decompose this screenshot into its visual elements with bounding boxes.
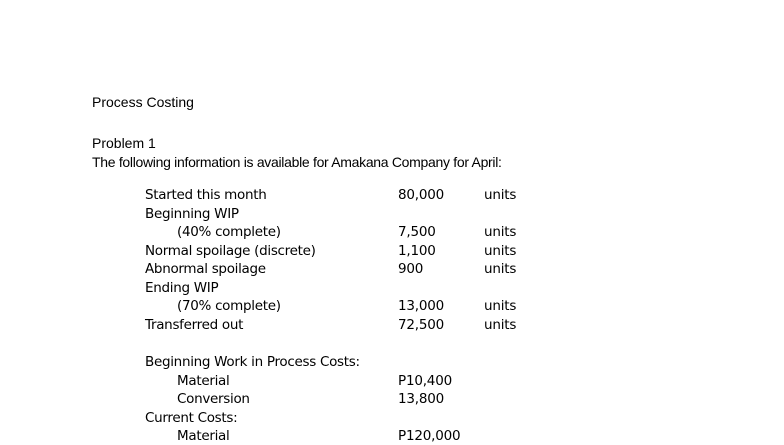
- row-label: Beginning Work in Process Costs:: [145, 354, 360, 370]
- table-row: [0, 205, 784, 223]
- row-unit: units: [484, 261, 517, 277]
- table-row: [0, 297, 784, 315]
- row-label: (70% complete): [177, 298, 281, 314]
- row-value: P120,000: [398, 428, 461, 444]
- row-unit: units: [484, 243, 517, 259]
- table-row: [0, 260, 784, 278]
- table-row: [0, 372, 784, 390]
- row-unit: units: [484, 317, 517, 333]
- row-label: Abnormal spoilage: [145, 261, 266, 277]
- table-row: [0, 353, 784, 371]
- row-label: Material: [177, 373, 230, 389]
- table-row: [0, 390, 784, 408]
- row-value: 900: [398, 261, 424, 277]
- intro-text: The following information is available for Amakana Company for April:: [92, 154, 502, 170]
- row-label: Material: [177, 428, 230, 444]
- row-label: Current Costs:: [145, 410, 238, 426]
- row-unit: units: [484, 224, 517, 240]
- table-row: [0, 279, 784, 297]
- row-label: Conversion: [177, 391, 250, 407]
- row-label: (40% complete): [177, 224, 281, 240]
- table-row: [0, 223, 784, 241]
- row-unit: units: [484, 187, 517, 203]
- table-row: [0, 427, 784, 445]
- table-row: [0, 409, 784, 427]
- table-row: [0, 242, 784, 260]
- row-label: Normal spoilage (discrete): [145, 243, 316, 259]
- document-title: Process Costing: [92, 94, 194, 110]
- row-value: P10,400: [398, 373, 452, 389]
- row-value: 13,800: [398, 391, 445, 407]
- row-value: 72,500: [398, 317, 445, 333]
- row-label: Started this month: [145, 187, 267, 203]
- problem-label: Problem 1: [92, 135, 156, 151]
- row-label: Transferred out: [145, 317, 244, 333]
- table-row: [0, 316, 784, 334]
- row-value: 80,000: [398, 187, 445, 203]
- row-unit: units: [484, 298, 517, 314]
- row-value: 13,000: [398, 298, 445, 314]
- table-row: [0, 186, 784, 204]
- row-value: 1,100: [398, 243, 436, 259]
- row-label: Ending WIP: [145, 280, 219, 296]
- row-value: 7,500: [398, 224, 436, 240]
- row-label: Beginning WIP: [145, 206, 239, 222]
